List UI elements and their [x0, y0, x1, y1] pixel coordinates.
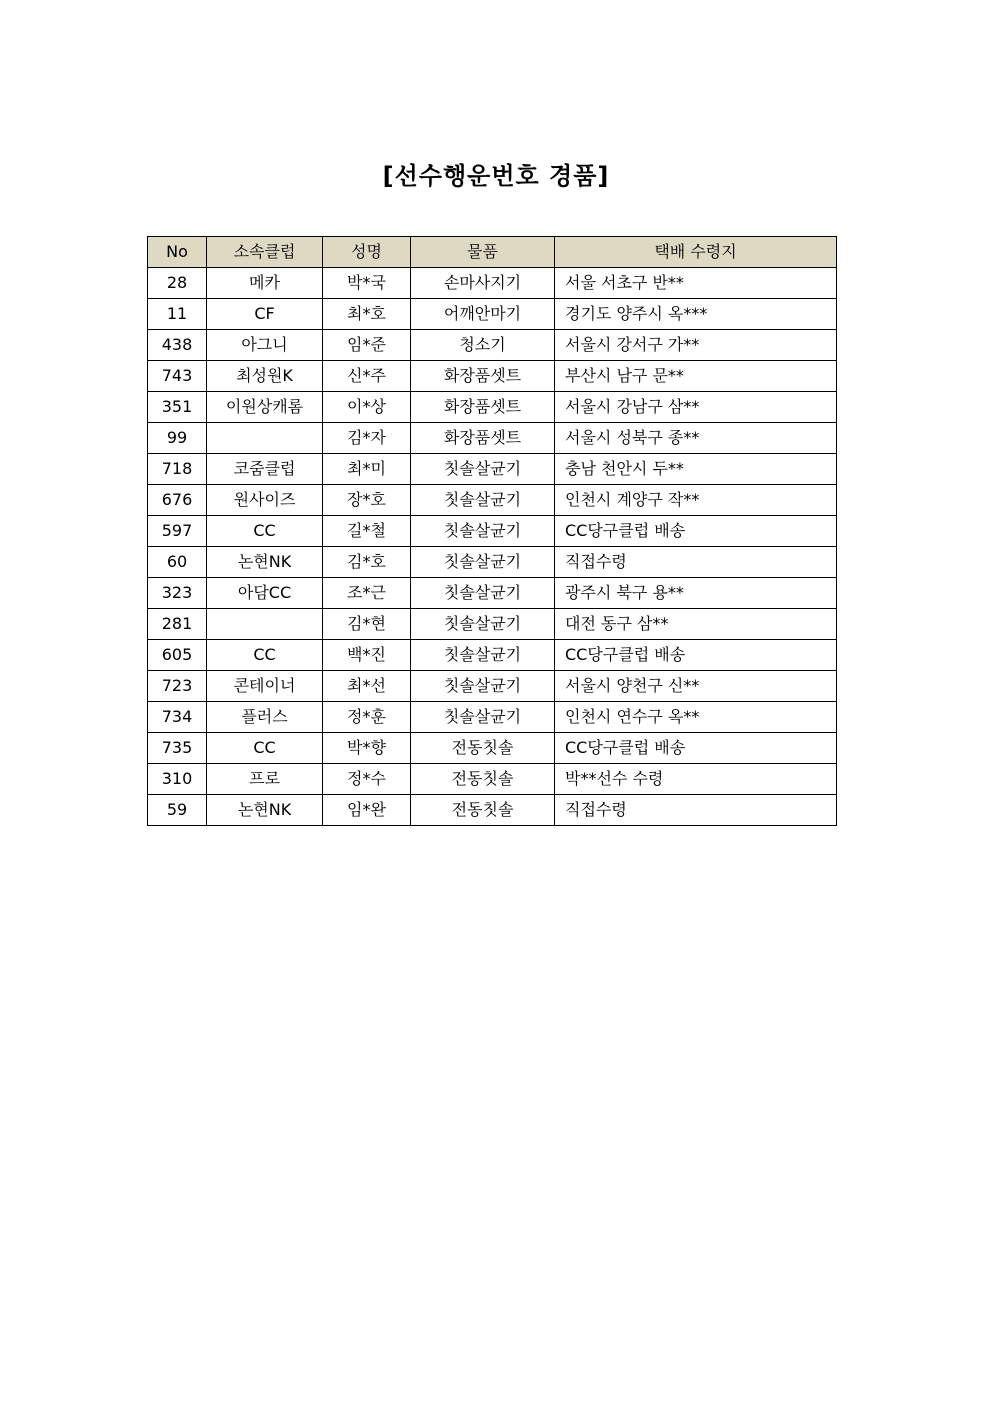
- cell-name: 정*수: [323, 764, 411, 795]
- table-row: [148, 671, 837, 702]
- cell-address: CC당구클럽 배송: [555, 640, 837, 671]
- cell-address: 서울시 성북구 종**: [555, 423, 837, 454]
- table-row: [148, 516, 837, 547]
- cell-no: 723: [148, 671, 207, 702]
- cell-address: 광주시 북구 용**: [555, 578, 837, 609]
- cell-club: 이원상캐롬: [207, 392, 323, 423]
- cell-address: 대전 동구 삼**: [555, 609, 837, 640]
- cell-club: CF: [207, 299, 323, 330]
- cell-name: 박*국: [323, 268, 411, 299]
- cell-item: 전동칫솔: [411, 795, 555, 826]
- cell-name: 길*철: [323, 516, 411, 547]
- cell-address: 인천시 연수구 옥**: [555, 702, 837, 733]
- cell-address: 직접수령: [555, 795, 837, 826]
- cell-name: 장*호: [323, 485, 411, 516]
- cell-no: 310: [148, 764, 207, 795]
- cell-club: 논현NK: [207, 547, 323, 578]
- cell-no: 734: [148, 702, 207, 733]
- cell-item: 화장품셋트: [411, 361, 555, 392]
- table-row: [148, 578, 837, 609]
- table-row: [148, 454, 837, 485]
- cell-name: 이*상: [323, 392, 411, 423]
- cell-item: 전동칫솔: [411, 764, 555, 795]
- table-row: [148, 299, 837, 330]
- cell-no: 743: [148, 361, 207, 392]
- table-row: [148, 423, 837, 454]
- cell-club: CC: [207, 640, 323, 671]
- page-title: [선수행운번호 경품]: [382, 162, 610, 190]
- header-name: 성명: [323, 237, 411, 268]
- cell-item: 전동칫솔: [411, 733, 555, 764]
- cell-no: 735: [148, 733, 207, 764]
- cell-club: 아담CC: [207, 578, 323, 609]
- cell-name: 최*호: [323, 299, 411, 330]
- cell-address: 서울시 강남구 삼**: [555, 392, 837, 423]
- cell-no: 597: [148, 516, 207, 547]
- cell-item: 칫솔살균기: [411, 578, 555, 609]
- cell-no: 676: [148, 485, 207, 516]
- cell-address: CC당구클럽 배송: [555, 733, 837, 764]
- cell-item: 칫솔살균기: [411, 671, 555, 702]
- prize-table: [147, 236, 837, 826]
- cell-name: 최*미: [323, 454, 411, 485]
- cell-no: 60: [148, 547, 207, 578]
- cell-name: 백*진: [323, 640, 411, 671]
- cell-name: 조*근: [323, 578, 411, 609]
- cell-no: 99: [148, 423, 207, 454]
- table-row: [148, 361, 837, 392]
- cell-no: 59: [148, 795, 207, 826]
- cell-name: 최*선: [323, 671, 411, 702]
- cell-club: 콘테이너: [207, 671, 323, 702]
- header-no: No: [148, 237, 207, 268]
- cell-address: 충남 천안시 두**: [555, 454, 837, 485]
- table-row: [148, 268, 837, 299]
- cell-item: 화장품셋트: [411, 423, 555, 454]
- cell-address: 박**선수 수령: [555, 764, 837, 795]
- table-header-row: [148, 237, 837, 268]
- cell-name: 신*주: [323, 361, 411, 392]
- cell-address: 인천시 계양구 작**: [555, 485, 837, 516]
- cell-address: 부산시 남구 문**: [555, 361, 837, 392]
- table-row: [148, 485, 837, 516]
- cell-name: 임*완: [323, 795, 411, 826]
- cell-item: 칫솔살균기: [411, 485, 555, 516]
- cell-no: 438: [148, 330, 207, 361]
- table-body: [148, 268, 837, 826]
- cell-item: 청소기: [411, 330, 555, 361]
- cell-club: 최성원K: [207, 361, 323, 392]
- cell-item: 칫솔살균기: [411, 547, 555, 578]
- cell-club: 아그니: [207, 330, 323, 361]
- cell-no: 11: [148, 299, 207, 330]
- table-row: [148, 733, 837, 764]
- cell-club: 플러스: [207, 702, 323, 733]
- table-row: [148, 330, 837, 361]
- header-item: 물품: [411, 237, 555, 268]
- cell-name: 김*자: [323, 423, 411, 454]
- table-row: [148, 547, 837, 578]
- cell-no: 28: [148, 268, 207, 299]
- cell-item: 칫솔살균기: [411, 454, 555, 485]
- cell-item: 칫솔살균기: [411, 702, 555, 733]
- cell-item: 칫솔살균기: [411, 516, 555, 547]
- cell-item: 칫솔살균기: [411, 609, 555, 640]
- table-row: [148, 764, 837, 795]
- cell-name: 박*향: [323, 733, 411, 764]
- cell-club: 원사이즈: [207, 485, 323, 516]
- table-row: [148, 609, 837, 640]
- header-address: 택배 수령지: [555, 237, 837, 268]
- cell-club: [207, 423, 323, 454]
- cell-no: 323: [148, 578, 207, 609]
- cell-no: 605: [148, 640, 207, 671]
- cell-address: 서울시 양천구 신**: [555, 671, 837, 702]
- cell-address: 서울 서초구 반**: [555, 268, 837, 299]
- cell-name: 정*훈: [323, 702, 411, 733]
- cell-club: 논현NK: [207, 795, 323, 826]
- cell-club: 메카: [207, 268, 323, 299]
- cell-name: 임*준: [323, 330, 411, 361]
- cell-club: [207, 609, 323, 640]
- cell-club: 코줌클럽: [207, 454, 323, 485]
- cell-item: 칫솔살균기: [411, 640, 555, 671]
- cell-address: 직접수령: [555, 547, 837, 578]
- cell-address: 서울시 강서구 가**: [555, 330, 837, 361]
- cell-no: 718: [148, 454, 207, 485]
- table-row: [148, 392, 837, 423]
- cell-name: 김*현: [323, 609, 411, 640]
- cell-club: CC: [207, 516, 323, 547]
- cell-name: 김*호: [323, 547, 411, 578]
- header-club: 소속클럽: [207, 237, 323, 268]
- cell-club: 프로: [207, 764, 323, 795]
- table-row: [148, 640, 837, 671]
- cell-address: CC당구클럽 배송: [555, 516, 837, 547]
- cell-item: 어깨안마기: [411, 299, 555, 330]
- cell-club: CC: [207, 733, 323, 764]
- cell-address: 경기도 양주시 옥***: [555, 299, 837, 330]
- cell-item: 손마사지기: [411, 268, 555, 299]
- table-row: [148, 795, 837, 826]
- table-row: [148, 702, 837, 733]
- cell-item: 화장품셋트: [411, 392, 555, 423]
- cell-no: 281: [148, 609, 207, 640]
- cell-no: 351: [148, 392, 207, 423]
